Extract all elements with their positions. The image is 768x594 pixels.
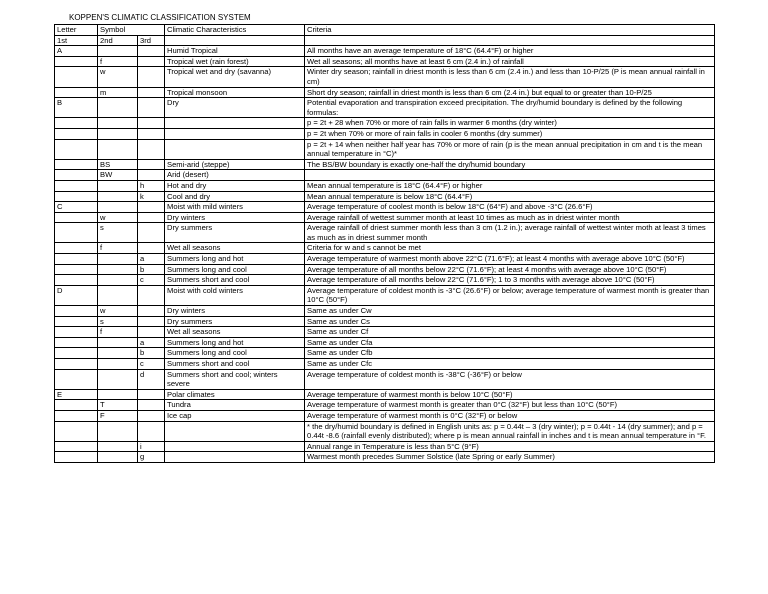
symbol-cell [98,254,138,265]
criteria-cell: Average temperature of warmest month is greater than 0°C (32°F) but less than 10°C (50°F) [305,400,715,411]
symbol-cell [98,337,138,348]
criteria-cell: Wet all seasons; all months have at least 6 cm (2.4 in.) of rainfall [305,56,715,67]
subsymbol-cell [138,159,165,170]
criteria-cell: Average temperature of coldest month is -38°C (-36°F) or below [305,369,715,389]
characteristics-cell: Dry summers [165,223,305,243]
table-row [55,87,715,98]
subsymbol-cell [138,67,165,87]
characteristics-cell [165,421,305,441]
koppen-classification-table [54,24,715,463]
symbol-cell: f [98,327,138,338]
criteria-cell: Average temperature of warmest month above 22°C (71.6°F); at least 4 months with average above 10°C (50°F) [305,254,715,265]
letter-cell [55,306,98,317]
symbol-cell [98,180,138,191]
symbol-cell [98,46,138,57]
symbol-cell: f [98,243,138,254]
criteria-cell: Winter dry season; rainfall in driest month is less than 6 cm (2.4 in.) and less than 10-P/25 (P is mean annual rainfall in cm) [305,67,715,87]
header-cell-3rd: 3rd [138,35,165,46]
characteristics-cell: Wet all seasons [165,327,305,338]
table-row [55,306,715,317]
characteristics-cell: Tropical monsoon [165,87,305,98]
table-row [55,56,715,67]
subsymbol-cell: h [138,180,165,191]
letter-cell [55,159,98,170]
criteria-cell: Average rainfall of driest summer month less than 3 cm (1.2 in.); average rainfall of wettest winter moth at least 3 times as much as in driest summer month [305,223,715,243]
criteria-cell: Warmest month precedes Summer Solstice (late Spring or early Summer) [305,452,715,463]
letter-cell [55,56,98,67]
table-row [55,264,715,275]
subsymbol-cell: c [138,359,165,370]
header-cell-blank [165,35,305,46]
symbol-cell [98,359,138,370]
symbol-cell: w [98,212,138,223]
symbol-cell [98,98,138,118]
letter-cell: B [55,98,98,118]
subsymbol-cell: c [138,275,165,286]
characteristics-cell: Polar climates [165,389,305,400]
symbol-cell [98,118,138,129]
table-row [55,128,715,139]
table-row [55,285,715,305]
table-row [55,212,715,223]
symbol-cell: w [98,306,138,317]
symbol-cell [98,275,138,286]
characteristics-cell: Moist with cold winters [165,285,305,305]
letter-cell [55,359,98,370]
letter-cell [55,421,98,441]
characteristics-cell [165,128,305,139]
symbol-cell [98,452,138,463]
subsymbol-cell [138,118,165,129]
table-row [55,46,715,57]
symbol-cell [98,128,138,139]
criteria-cell: * the dry/humid boundary is defined in English units as: p = 0.44t – 3 (dry winter); p = 0.44t - 14 (dry summer); and p = 0.44t -8.6 (rainfall evenly distributed); where p is mean annual rainfall in inches and t is mean annual temperature in °F. [305,421,715,441]
criteria-cell: All months have an average temperature of 18°C (64.4°F) or higher [305,46,715,57]
table-row [55,410,715,421]
letter-cell: C [55,202,98,213]
characteristics-cell [165,118,305,129]
characteristics-cell: Tundra [165,400,305,411]
symbol-cell: f [98,56,138,67]
criteria-cell: Same as under Cf [305,327,715,338]
table-row [55,254,715,265]
table-row [55,275,715,286]
symbol-cell: s [98,223,138,243]
header-cell-symbol: Symbol [98,25,165,36]
criteria-cell: Annual range in Temperature is less than 5°C (9°F) [305,441,715,452]
table-row [55,389,715,400]
letter-cell [55,87,98,98]
characteristics-cell: Wet all seasons [165,243,305,254]
letter-cell [55,67,98,87]
letter-cell [55,223,98,243]
criteria-cell: Mean annual temperature is below 18°C (64.4°F) [305,191,715,202]
header-cell-blank [305,35,715,46]
letter-cell [55,139,98,159]
table-row [55,139,715,159]
symbol-cell [98,191,138,202]
symbol-cell: w [98,67,138,87]
table-row [55,348,715,359]
table-row [55,316,715,327]
characteristics-cell: Dry winters [165,306,305,317]
table-row [55,243,715,254]
letter-cell [55,170,98,181]
table-row [55,441,715,452]
letter-cell: A [55,46,98,57]
subsymbol-cell: k [138,191,165,202]
letter-cell [55,254,98,265]
letter-cell [55,180,98,191]
subsymbol-cell [138,139,165,159]
symbol-cell: BW [98,170,138,181]
letter-cell [55,452,98,463]
subsymbol-cell [138,421,165,441]
document-title: KOPPEN'S CLIMATIC CLASSIFICATION SYSTEM [69,13,251,22]
subsymbol-cell: a [138,337,165,348]
criteria-cell: Average rainfall of wettest summer month at least 10 times as much as in driest winter month [305,212,715,223]
criteria-cell: Average temperature of coolest month is below 18°C (64°F) and above -3°C (26.6°F) [305,202,715,213]
subsymbol-cell [138,128,165,139]
symbol-cell [98,369,138,389]
criteria-cell: Criteria for w and s cannot be met [305,243,715,254]
criteria-cell: p = 2t + 14 when neither half year has 70% or more of rain (p is the mean annual precipitation in cm and t is the mean annual temperature in °C)* [305,139,715,159]
symbol-cell [98,264,138,275]
symbol-cell [98,348,138,359]
subsymbol-cell: i [138,441,165,452]
subsymbol-cell: d [138,369,165,389]
table-row [55,327,715,338]
header-cell-criteria: Criteria [305,25,715,36]
letter-cell [55,264,98,275]
criteria-cell: p = 2t when 70% or more of rain falls in cooler 6 months (dry summer) [305,128,715,139]
symbol-cell [98,441,138,452]
table-body [55,25,715,463]
criteria-cell: Average temperature of coldest month is -3°C (26.6°F) or below; average temperature of warmest month is greater than 10°C (50°F) [305,285,715,305]
symbol-cell: T [98,400,138,411]
letter-cell [55,128,98,139]
table-row [55,170,715,181]
characteristics-cell: Arid (desert) [165,170,305,181]
letter-cell [55,410,98,421]
criteria-cell: Average temperature of all months below 22°C (71.6°F); 1 to 3 months with average above 10°C (50°F) [305,275,715,286]
subsymbol-cell [138,87,165,98]
subsymbol-cell [138,223,165,243]
criteria-cell: Same as under Cw [305,306,715,317]
subsymbol-cell [138,46,165,57]
subsymbol-cell [138,327,165,338]
symbol-cell: F [98,410,138,421]
characteristics-cell: Summers long and hot [165,254,305,265]
symbol-cell [98,285,138,305]
letter-cell [55,327,98,338]
criteria-cell: Potential evaporation and transpiration exceed precipitation. The dry/humid boundary is defined by the following formulas: [305,98,715,118]
characteristics-cell [165,139,305,159]
criteria-cell: Same as under Cfb [305,348,715,359]
table-row [55,369,715,389]
criteria-cell: Short dry season; rainfall in driest month is less than 6 cm (2.4 in.) but equal to or greater than 10-P/25 [305,87,715,98]
characteristics-cell [165,441,305,452]
symbol-cell: s [98,316,138,327]
characteristics-cell: Summers short and cool; winters severe [165,369,305,389]
subsymbol-cell [138,410,165,421]
symbol-cell: m [98,87,138,98]
characteristics-cell: Summers long and cool [165,264,305,275]
criteria-cell: Average temperature of warmest month is below 10°C (50°F) [305,389,715,400]
subsymbol-cell [138,389,165,400]
characteristics-cell: Semi-arid (steppe) [165,159,305,170]
subsymbol-cell [138,243,165,254]
criteria-cell: p = 2t + 28 when 70% or more of rain falls in warmer 6 months (dry winter) [305,118,715,129]
criteria-cell: Mean annual temperature is 18°C (64.4°F) or higher [305,180,715,191]
characteristics-cell: Tropical wet (rain forest) [165,56,305,67]
letter-cell [55,191,98,202]
letter-cell [55,212,98,223]
header-cell-2nd: 2nd [98,35,138,46]
letter-cell [55,441,98,452]
subsymbol-cell: g [138,452,165,463]
header-row-1 [55,25,715,36]
letter-cell [55,316,98,327]
table-row [55,223,715,243]
characteristics-cell: Tropical wet and dry (savanna) [165,67,305,87]
header-cell-1st: 1st [55,35,98,46]
header-cell-climatic-characteristics: Climatic Characteristics [165,25,305,36]
letter-cell: E [55,389,98,400]
table-row [55,118,715,129]
letter-cell [55,243,98,254]
characteristics-cell [165,452,305,463]
subsymbol-cell [138,400,165,411]
characteristics-cell: Summers short and cool [165,275,305,286]
characteristics-cell: Dry [165,98,305,118]
table-row [55,159,715,170]
letter-cell [55,337,98,348]
characteristics-cell: Hot and dry [165,180,305,191]
header-row-2 [55,35,715,46]
characteristics-cell: Summers short and cool [165,359,305,370]
characteristics-cell: Dry summers [165,316,305,327]
table-row [55,67,715,87]
table-row [55,400,715,411]
characteristics-cell: Humid Tropical [165,46,305,57]
subsymbol-cell [138,170,165,181]
letter-cell [55,348,98,359]
characteristics-cell: Summers long and hot [165,337,305,348]
subsymbol-cell: b [138,348,165,359]
subsymbol-cell [138,56,165,67]
subsymbol-cell [138,285,165,305]
table-row [55,452,715,463]
table-row [55,202,715,213]
criteria-cell: Same as under Cs [305,316,715,327]
table-row [55,98,715,118]
characteristics-cell: Cool and dry [165,191,305,202]
table-row [55,191,715,202]
table-row [55,359,715,370]
table-row [55,180,715,191]
criteria-cell: The BS/BW boundary is exactly one-half the dry/humid boundary [305,159,715,170]
characteristics-cell: Dry winters [165,212,305,223]
symbol-cell: BS [98,159,138,170]
subsymbol-cell: a [138,254,165,265]
characteristics-cell: Moist with mild winters [165,202,305,213]
letter-cell [55,118,98,129]
table-row [55,337,715,348]
subsymbol-cell [138,306,165,317]
letter-cell [55,275,98,286]
criteria-cell: Average temperature of all months below 22°C (71.6°F); at least 4 months with average above 10°C (50°F) [305,264,715,275]
symbol-cell [98,389,138,400]
subsymbol-cell: b [138,264,165,275]
header-cell-letter: Letter [55,25,98,36]
subsymbol-cell [138,316,165,327]
letter-cell [55,369,98,389]
letter-cell [55,400,98,411]
characteristics-cell: Ice cap [165,410,305,421]
subsymbol-cell [138,212,165,223]
criteria-cell [305,170,715,181]
subsymbol-cell [138,98,165,118]
symbol-cell [98,139,138,159]
symbol-cell [98,202,138,213]
subsymbol-cell [138,202,165,213]
criteria-cell: Same as under Cfc [305,359,715,370]
symbol-cell [98,421,138,441]
criteria-cell: Same as under Cfa [305,337,715,348]
table-row [55,421,715,441]
characteristics-cell: Summers long and cool [165,348,305,359]
criteria-cell: Average temperature of warmest month is 0°C (32°F) or below [305,410,715,421]
letter-cell: D [55,285,98,305]
